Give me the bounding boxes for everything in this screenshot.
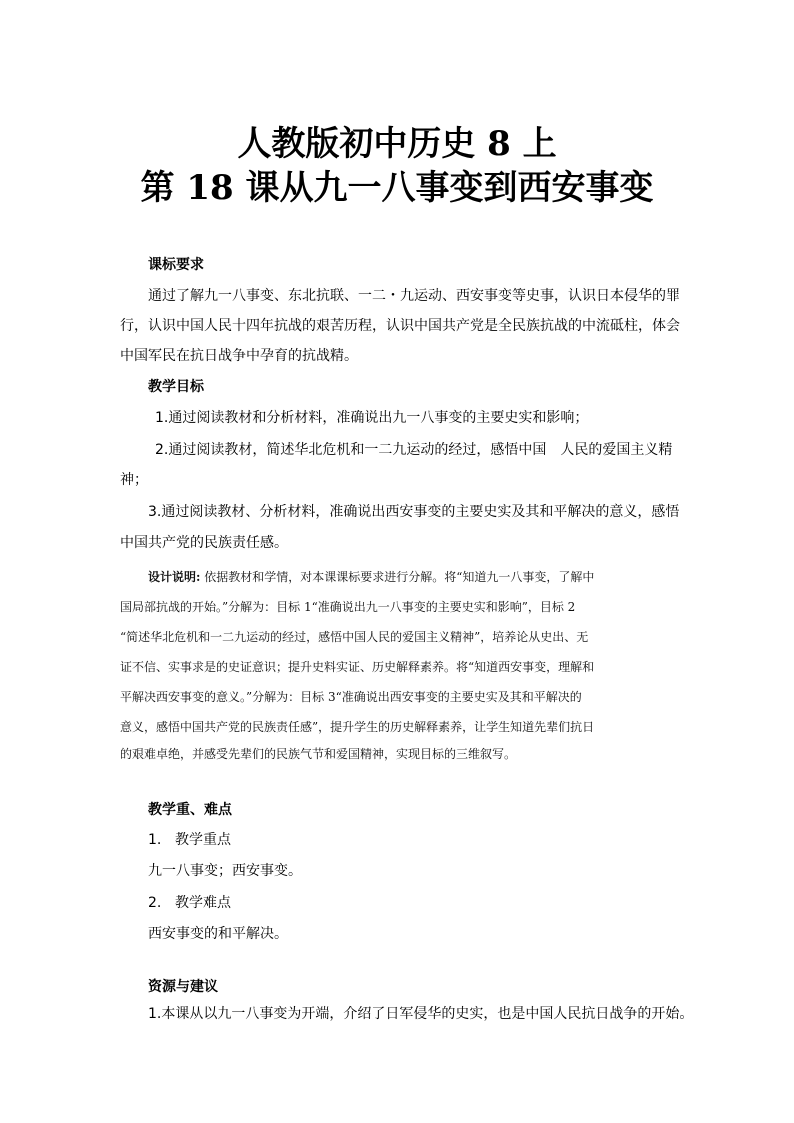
keypoint-2-text: 西安事变的和平解决。 (148, 926, 288, 942)
standard-line-3: 中国军民在抗日战争中孕育的抗战精。 (120, 348, 358, 364)
keypoint-1-text: 九一八事变；西安事变。 (148, 863, 302, 879)
goals-heading: 教学目标 (148, 379, 204, 395)
standard-line-1: 通过了解九一八事变、东北抗联、一二・九运动、西安事变等史事，认识日本侵华的罪 (148, 288, 680, 304)
keypoint-2-title: 教学难点 (175, 895, 231, 911)
goal-line-1: 1.通过阅读教材和分析材料，准确说出九一八事变的主要史实和影响； (155, 410, 589, 426)
document-title-line-2: 第 18 课从九一八事变到西安事变 (140, 168, 654, 208)
standard-line-2: 行，认识中国人民十四年抗战的艰苦历程，认识中国共产党是全民族抗战的中流砥柱，体会 (120, 318, 680, 334)
resources-heading: 资源与建议 (148, 979, 218, 995)
design-note-line-1-text: 依据教材和学情，对本课课标要求进行分解。将“知道九一八事变，了解中 (200, 570, 595, 584)
standard-heading: 课标要求 (148, 257, 204, 273)
design-note-label: 设计说明: (148, 570, 201, 584)
keypoint-2-number: 2. (148, 895, 162, 911)
goal-line-4: 3.通过阅读教材、分析材料，准确说出西安事变的主要史实及其和平解决的意义，感悟 (148, 504, 680, 520)
document-title-line-1: 人教版初中历史 8 上 (237, 124, 557, 164)
goal-line-2: 2.通过阅读教材，简述华北危机和一二九运动的经过，感悟中国 人民的爱国主义精 (155, 442, 673, 458)
design-note-line-4: 证不信、实事求是的史证意识；提升史料实证、历史解释素养。将“知道西安事变，理解和 (120, 660, 595, 674)
keypoint-1-title: 教学重点 (175, 832, 231, 848)
design-note-line-6: 意义，感悟中国共产党的民族责任感”，提升学生的历史解释素养，让学生知道先辈们抗日 (120, 720, 595, 734)
keypoints-heading: 教学重、难点 (148, 802, 232, 818)
keypoint-2-label (148, 893, 231, 913)
goal-line-5: 中国共产党的民族责任感。 (120, 535, 288, 551)
design-note-line-3: “简述华北危机和一二九运动的经过，感悟中国人民的爱国主义精神”，培养论从史出、无 (120, 630, 589, 644)
goal-line-3: 神； (120, 472, 148, 488)
design-note-line-2: 国局部抗战的开始。”分解为：目标 1“准确说出九一八事变的主要史实和影响”，目标 2 (120, 600, 576, 614)
keypoint-1-number: 1. (148, 832, 162, 848)
resources-line-1: 1.本课从以九一八事变为开端，介绍了日军侵华的史实，也是中国人民抗日战争的开始。 (148, 1006, 694, 1022)
design-note-line-7: 的艰难卓绝，并感受先辈们的民族气节和爱国精神，实现目标的三维叙写。 (120, 747, 517, 761)
design-note-line-1 (148, 569, 594, 585)
design-note-line-5: 平解决西安事变的意义。”分解为：目标 3“准确说出西安事变的主要史实及其和平解决的 (120, 690, 582, 704)
keypoint-1-label (148, 830, 231, 850)
